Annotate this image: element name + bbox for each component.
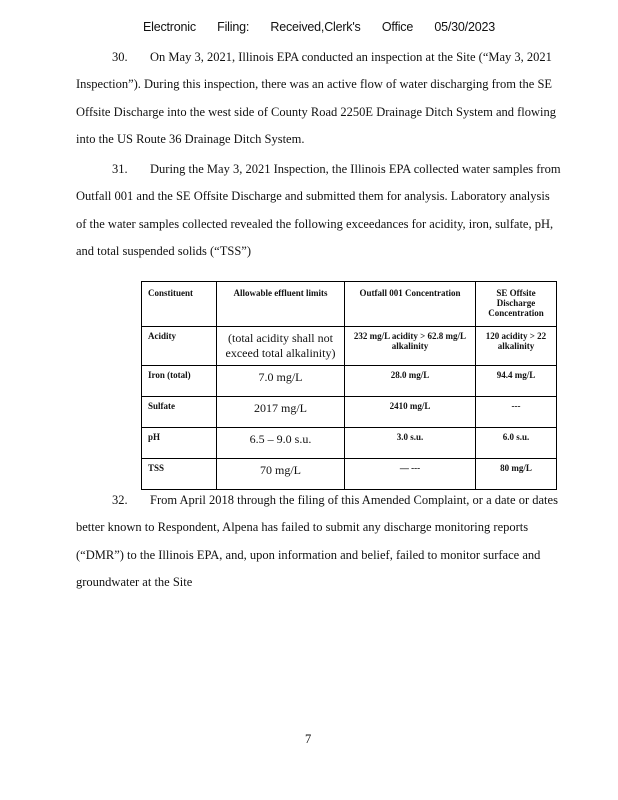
paragraph-number: 32. — [112, 493, 128, 507]
cell-se-offsite: 94.4 mg/L — [476, 366, 557, 397]
paragraph-line: and total suspended solids (“TSS”) — [76, 243, 251, 258]
table-row — [142, 327, 557, 366]
table-row — [142, 428, 557, 459]
paragraph-line: 30. On May 3, 2021, Illinois EPA conducted an inspection at the Site (“May 3, 2021 — [76, 44, 604, 71]
cell-constituent: Iron (total) — [142, 366, 217, 397]
cell-limit: (total acidity shall not exceed total alkalinity) — [217, 327, 345, 366]
paragraph-number: 31. — [112, 162, 128, 176]
cell-outfall: 3.0 s.u. — [345, 428, 476, 459]
paragraph-line: 31. During the May 3, 2021 Inspection, the Illinois EPA collected water samples from — [76, 156, 604, 183]
paragraph-line: 32. From April 2018 through the filing of this Amended Complaint, or a date or dates — [76, 487, 604, 514]
cell-limit: 6.5 – 9.0 s.u. — [217, 428, 345, 459]
exceedance-table — [141, 281, 557, 490]
paragraph-line: Offsite Discharge into the west side of County Road 2250E Drainage Ditch System and flowing — [76, 104, 557, 119]
header-filing: Filing: — [217, 20, 250, 34]
cell-limit: 2017 mg/L — [217, 397, 345, 428]
cell-limit: 7.0 mg/L — [217, 366, 345, 397]
paragraph-32 — [76, 487, 604, 596]
paragraph-line: Outfall 001 and the SE Offsite Discharge and submitted them for analysis. Laboratory analysis — [76, 189, 550, 204]
table-header-row — [142, 282, 557, 327]
paragraph-line: of the water samples collected revealed the following exceedances for acidity, iron, sulfate, pH, — [76, 216, 554, 231]
cell-constituent: Acidity — [142, 327, 217, 366]
table-row — [142, 366, 557, 397]
header-electronic: Electronic — [143, 20, 196, 34]
paragraph-31 — [76, 156, 604, 265]
header-date: 05/30/2023 — [434, 20, 495, 34]
col-se-offsite: SE Offsite Discharge Concentration — [476, 282, 557, 327]
paragraph-line: into the US Route 36 Drainage Ditch System. — [76, 131, 305, 146]
paragraph-number: 30. — [112, 50, 128, 64]
filing-header — [143, 20, 513, 34]
cell-outfall: — --- — [345, 459, 476, 490]
table-row — [142, 397, 557, 428]
cell-constituent: TSS — [142, 459, 217, 490]
paragraph-line: Inspection”). During this inspection, there was an active flow of water discharging from the SE — [76, 77, 553, 92]
paragraph-30 — [76, 44, 604, 153]
col-outfall-001: Outfall 001 Concentration — [345, 282, 476, 327]
col-constituent: Constituent — [142, 282, 217, 327]
cell-se-offsite: 80 mg/L — [476, 459, 557, 490]
cell-se-offsite: 120 acidity > 22 alkalinity — [476, 327, 557, 366]
cell-constituent: Sulfate — [142, 397, 217, 428]
cell-outfall: 232 mg/L acidity > 62.8 mg/L alkalinity — [345, 327, 476, 366]
header-office: Office — [381, 20, 414, 34]
paragraph-line: groundwater at the Site — [76, 574, 193, 589]
table-row — [142, 459, 557, 490]
paragraph-line: (“DMR”) to the Illinois EPA, and, upon information and belief, failed to monitor surface and — [76, 547, 541, 562]
paragraph-line: better known to Respondent, Alpena has failed to submit any discharge monitoring reports — [76, 520, 529, 535]
cell-se-offsite: --- — [476, 397, 557, 428]
cell-se-offsite: 6.0 s.u. — [476, 428, 557, 459]
cell-outfall: 28.0 mg/L — [345, 366, 476, 397]
header-received: Received,Clerk's — [270, 20, 361, 34]
page-number: 7 — [305, 732, 312, 746]
cell-constituent: pH — [142, 428, 217, 459]
col-allowable-limits: Allowable effluent limits — [217, 282, 345, 327]
cell-limit: 70 mg/L — [217, 459, 345, 490]
cell-outfall: 2410 mg/L — [345, 397, 476, 428]
